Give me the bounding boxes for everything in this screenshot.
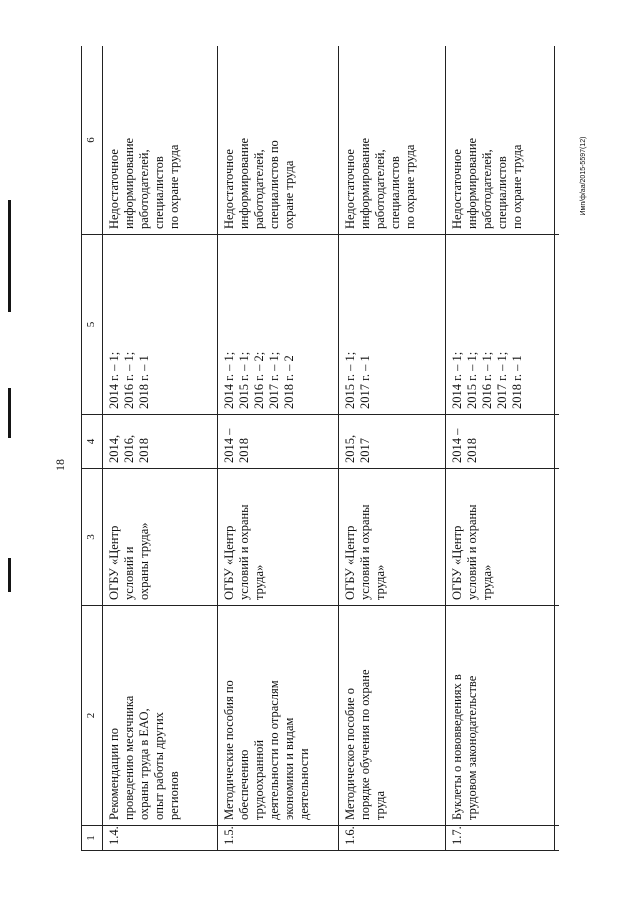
page-number: 18	[52, 459, 67, 471]
problem-addressed: Недостаточное информирование работодателей, специалистов по охране труда	[446, 46, 555, 235]
yearly-counts: 2014 г. – 1; 2015 г. – 1; 2016 г. – 2; 2017 г. – 1; 2018 г. – 2	[218, 235, 339, 415]
problem-addressed	[555, 46, 560, 235]
measure-name: Рекомендации по проведению месячника охраны труда в ЕАО, опыт работы других регионов	[103, 606, 218, 826]
yearly-counts	[555, 235, 560, 415]
row-number	[555, 826, 560, 851]
period-years: 2015, 2017	[339, 415, 446, 469]
responsible-org: ОГБУ «Центр условий и охраны труда»	[339, 469, 446, 606]
scan-edge-mark-bottom	[8, 558, 11, 592]
header-col-5: 5	[82, 235, 103, 415]
header-col-6: 6	[82, 46, 103, 235]
yearly-counts: 2014 г. – 1; 2015 г. – 1; 2016 г. – 1; 2017 г. – 1; 2018 г. – 1	[446, 235, 555, 415]
period-years: 2014 – 2018	[218, 415, 339, 469]
row-number: 1.6.	[339, 826, 446, 851]
header-col-3: 3	[82, 469, 103, 606]
header-col-1: 1	[82, 826, 103, 851]
header-col-2: 2	[82, 606, 103, 826]
responsible-org: ОГБУ «Центр условий и охраны труда»	[446, 469, 555, 606]
table-row	[446, 46, 555, 851]
table-viewport	[81, 46, 559, 851]
problem-addressed: Недостаточное информирование работодателей, специалистов по охране труда	[339, 46, 446, 235]
table-row	[218, 46, 339, 851]
yearly-counts: 2014 г. – 1; 2016 г. – 1; 2018 г. – 1	[103, 235, 218, 415]
responsible-org	[555, 469, 560, 606]
measure-name: Методические пособия по обеспечению трудоохранной деятельности по отраслям экономики и видам деятельности	[218, 606, 339, 826]
measure-name	[555, 606, 560, 826]
yearly-counts: 2015 г. – 1; 2017 г. – 1	[339, 235, 446, 415]
row-number: 1.5.	[218, 826, 339, 851]
measure-name: Методическое пособие о порядке обучения по охране труда	[339, 606, 446, 826]
measures-table	[81, 46, 559, 851]
row-number: 1.4.	[103, 826, 218, 851]
period-years: 2014, 2016, 2018	[103, 415, 218, 469]
rotated-page-content	[81, 46, 559, 851]
scan-edge-mark-top	[8, 200, 11, 312]
table-row	[339, 46, 446, 851]
document-code: Имп/ф/аа/2015-5597(12)	[580, 136, 587, 216]
responsible-org: ОГБУ «Центр условий и охраны труда»	[218, 469, 339, 606]
scan-edge-mark-middle	[8, 388, 11, 438]
problem-addressed: Недостаточное информирование работодателей, специалистов по охране труда	[103, 46, 218, 235]
header-row	[82, 46, 103, 851]
row-number: 1.7.	[446, 826, 555, 851]
responsible-org: ОГБУ «Центр условий и охраны труда»	[103, 469, 218, 606]
period-years: 2014 – 2018	[446, 415, 555, 469]
measure-name: Буклеты о нововведениях в трудовом законодательстве	[446, 606, 555, 826]
table-row	[555, 46, 560, 851]
table-row	[103, 46, 218, 851]
header-col-4: 4	[82, 415, 103, 469]
problem-addressed: Недостаточное информирование работодателей, специалистов по охране труда	[218, 46, 339, 235]
period-years	[555, 415, 560, 469]
